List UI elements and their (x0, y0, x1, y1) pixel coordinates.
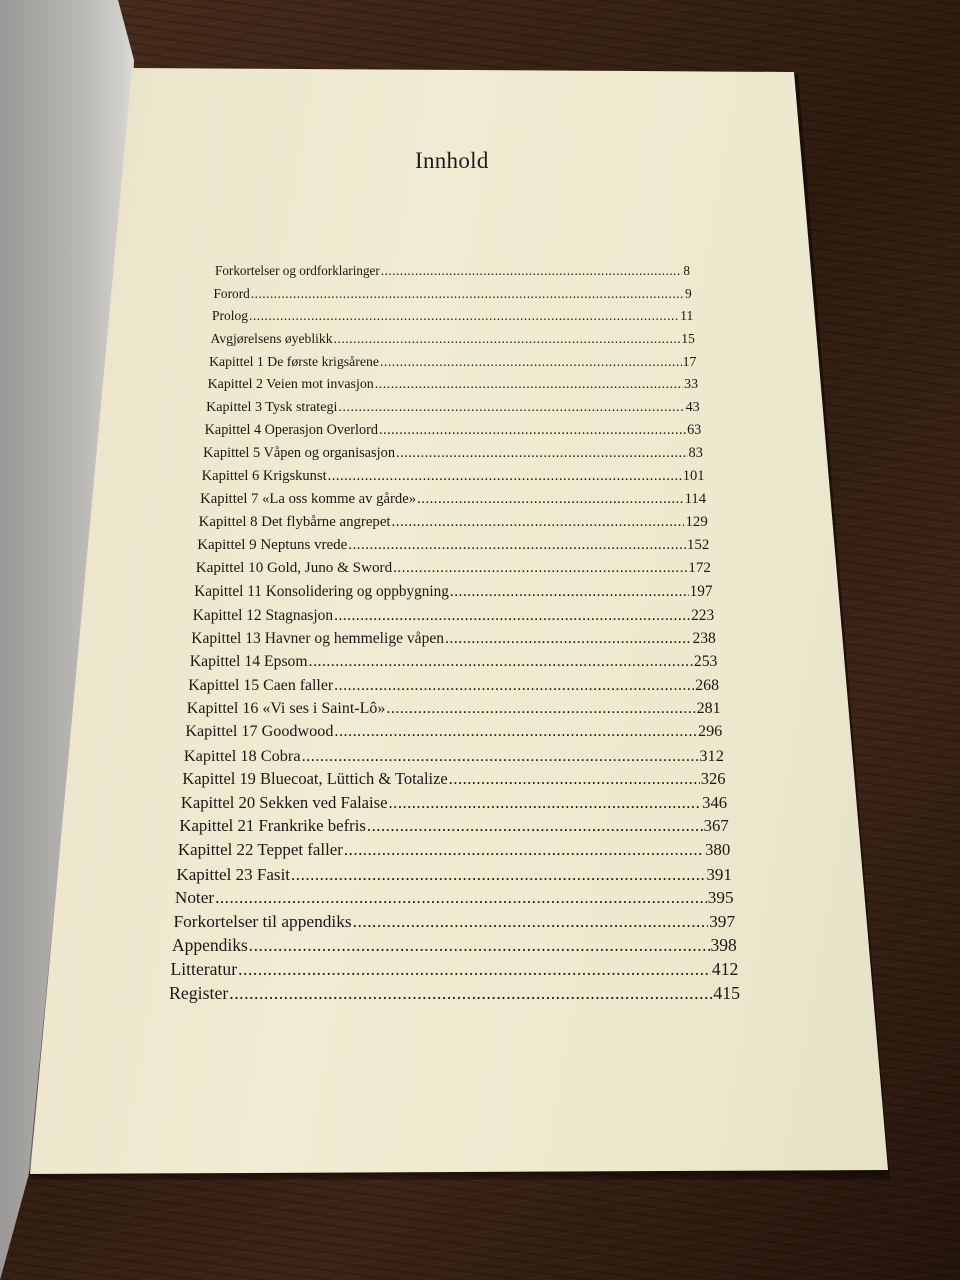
toc-dot-leader (450, 584, 689, 599)
toc-dot-leader (367, 818, 703, 835)
toc-entry-title: Kapittel 1 De første krigsårene (209, 353, 379, 369)
toc-dot-leader (249, 937, 710, 955)
toc-entry-title: Kapittel 13 Havner og hemmelige våpen (191, 629, 445, 647)
toc-entry (196, 561, 711, 576)
toc-dot-leader (344, 842, 704, 859)
toc-entry-page-number: 33 (684, 376, 699, 392)
toc-dot-leader (396, 446, 687, 460)
toc-dot-leader (381, 264, 683, 277)
toc-entry-page-number: 43 (685, 399, 700, 416)
toc-entry-page-number: 397 (709, 912, 736, 932)
toc-entry-page-number: 17 (682, 353, 697, 369)
toc-entry-page-number: 398 (710, 934, 737, 955)
toc-dot-leader (249, 309, 679, 323)
toc-entry-title: Kapittel 5 Våpen og organisasjon (203, 445, 396, 462)
toc-dot-leader (338, 400, 684, 414)
toc-dot-leader (215, 889, 707, 906)
toc-dot-leader (238, 961, 711, 979)
page-title: Innhold (415, 148, 489, 173)
toc-entry (183, 745, 724, 765)
toc-entry-title: Kapittel 7 «La oss komme av gårde» (200, 491, 417, 508)
toc-entry (176, 866, 732, 883)
toc-entry-title: Kapittel 11 Konsolidering og oppbygning (194, 583, 449, 601)
toc-entry-title: Kapittel 12 Stagnasjon (192, 606, 334, 624)
toc-dot-leader (449, 771, 700, 787)
toc-entry (194, 584, 712, 599)
toc-dot-leader (229, 985, 712, 1003)
toc-entry-title: Kapittel 23 Fasit (176, 864, 291, 884)
toc-entry-page-number: 63 (687, 422, 702, 439)
toc-entry-page-number: 11 (680, 308, 694, 324)
toc-entry (171, 934, 737, 955)
toc-entry-page-number: 380 (704, 840, 731, 859)
toc-entry-page-number: 129 (685, 514, 708, 531)
toc-entry-page-number: 268 (695, 676, 720, 694)
toc-dot-leader (417, 492, 684, 507)
toc-entry (191, 631, 716, 647)
toc-entry-title: Prolog (212, 308, 248, 324)
toc-dot-leader (334, 332, 681, 346)
toc-entry (182, 771, 725, 787)
toc-entry-title: Kapittel 4 Operasjon Overlord (204, 422, 378, 439)
toc-entry-title: Kapittel 3 Tysk strategi (206, 399, 338, 416)
toc-entry (173, 913, 735, 930)
toc-entry-title: Kapittel 8 Det flybårne angrepet (198, 514, 391, 531)
toc-dot-leader (353, 913, 708, 930)
toc-dot-leader (375, 378, 683, 392)
toc-entry (200, 492, 706, 507)
toc-dot-leader (251, 287, 684, 300)
toc-dot-leader (348, 538, 686, 553)
toc-entry (197, 538, 709, 553)
toc-entry-title: Appendiks (171, 934, 248, 955)
toc-dot-leader (334, 608, 690, 623)
toc-entry-page-number: 296 (698, 723, 723, 741)
toc-entry-page-number: 346 (702, 792, 728, 812)
toc-entry (206, 400, 700, 414)
toc-entry (212, 309, 693, 323)
toc-entry-title: Forkortelser til appendiks (173, 912, 352, 932)
toc-entry (170, 958, 739, 979)
toc-entry-title: Kapittel 18 Cobra (183, 745, 301, 765)
toc-dot-leader (389, 795, 702, 812)
toc-entry-page-number: 281 (696, 699, 721, 717)
toc-dot-leader (334, 678, 694, 694)
toc-dot-leader (291, 866, 705, 883)
toc-entry-page-number: 253 (693, 653, 718, 671)
toc-entry-page-number: 415 (713, 982, 740, 1003)
toc-dot-leader (328, 469, 682, 484)
toc-entry-page-number: 395 (707, 888, 734, 908)
toc-entry (208, 378, 698, 392)
toc-dot-leader (334, 724, 697, 740)
toc-entry-page-number: 391 (706, 864, 732, 884)
toc-entry-page-number: 152 (686, 537, 710, 554)
toc-entry (205, 423, 702, 437)
toc-entry (193, 608, 714, 623)
toc-entry-page-number: 15 (681, 330, 695, 346)
toc-entry (209, 355, 696, 369)
toc-dot-leader (380, 355, 682, 369)
toc-entry (187, 701, 721, 717)
toc-entry (178, 842, 730, 859)
toc-entry (190, 654, 718, 670)
toc-entry-title: Register (169, 982, 229, 1003)
toc-entry-title: Kapittel 6 Krigskunst (201, 468, 327, 485)
toc-entry-page-number: 9 (684, 285, 692, 301)
toc-entry (179, 818, 728, 835)
toc-entry (188, 678, 719, 694)
toc-entry-title: Kapittel 21 Frankrike befris (179, 816, 366, 836)
toc-entry-page-number: 223 (691, 606, 715, 624)
toc-entry-page-number: 172 (688, 560, 711, 577)
toc-entry-title: Kapittel 20 Sekken ved Falaise (180, 792, 388, 812)
toc-entry-title: Kapittel 16 «Vi ses i Saint-Lô» (186, 699, 386, 717)
toc-entry-title: Kapittel 10 Gold, Juno & Sword (195, 560, 393, 577)
toc-entry (185, 724, 722, 740)
toc-entry (215, 264, 690, 277)
toc-dot-leader (445, 631, 691, 647)
toc-entry-title: Noter (174, 888, 215, 908)
toc-entry-page-number: 238 (692, 629, 716, 647)
toc-entry-page-number: 312 (699, 745, 724, 765)
toc-entry-title: Kapittel 15 Caen faller (188, 676, 334, 694)
toc-entry-title: Kapittel 22 Teppet faller (177, 840, 343, 859)
toc-entry-page-number: 367 (703, 816, 729, 836)
toc-entry-page-number: 412 (711, 958, 739, 979)
toc-entry-page-number: 101 (682, 468, 705, 485)
toc-dot-leader (386, 701, 695, 717)
toc-entry (169, 982, 740, 1003)
toc-entry (175, 889, 734, 906)
toc-entry-title: Forord (213, 285, 250, 301)
toc-dot-leader (309, 654, 693, 670)
toc-entry-title: Forkortelser og ordforklaringer (215, 263, 380, 278)
toc-dot-leader (302, 748, 699, 764)
toc-entry-title: Kapittel 14 Epsom (189, 653, 308, 671)
toc-entry-title: Kapittel 9 Neptuns vrede (197, 537, 348, 554)
toc-dot-leader (392, 515, 685, 530)
toc-entry-title: Kapittel 19 Bluecoat, Lüttich & Totalize (182, 769, 448, 789)
toc-entry (203, 446, 703, 460)
toc-entry (202, 469, 705, 484)
toc-entry-title: Kapittel 2 Veien mot invasjon (207, 376, 374, 392)
toc-entry-page-number: 197 (689, 583, 713, 601)
toc-entry-title: Litteratur (170, 958, 238, 979)
toc-dot-leader (393, 561, 687, 576)
toc-entry (214, 287, 692, 300)
toc-entry (180, 792, 728, 812)
toc-entry-title: Kapittel 17 Goodwood (185, 723, 334, 741)
toc-entry (211, 332, 695, 346)
toc-entry (199, 515, 708, 530)
toc-dot-leader (379, 423, 686, 437)
toc-entry-title: Avgjørelsens øyeblikk (210, 330, 333, 346)
toc-entry-page-number: 114 (684, 491, 707, 508)
toc-entry-page-number: 8 (683, 263, 690, 278)
toc-entry-page-number: 326 (700, 769, 726, 789)
toc-entry-page-number: 83 (688, 445, 703, 462)
